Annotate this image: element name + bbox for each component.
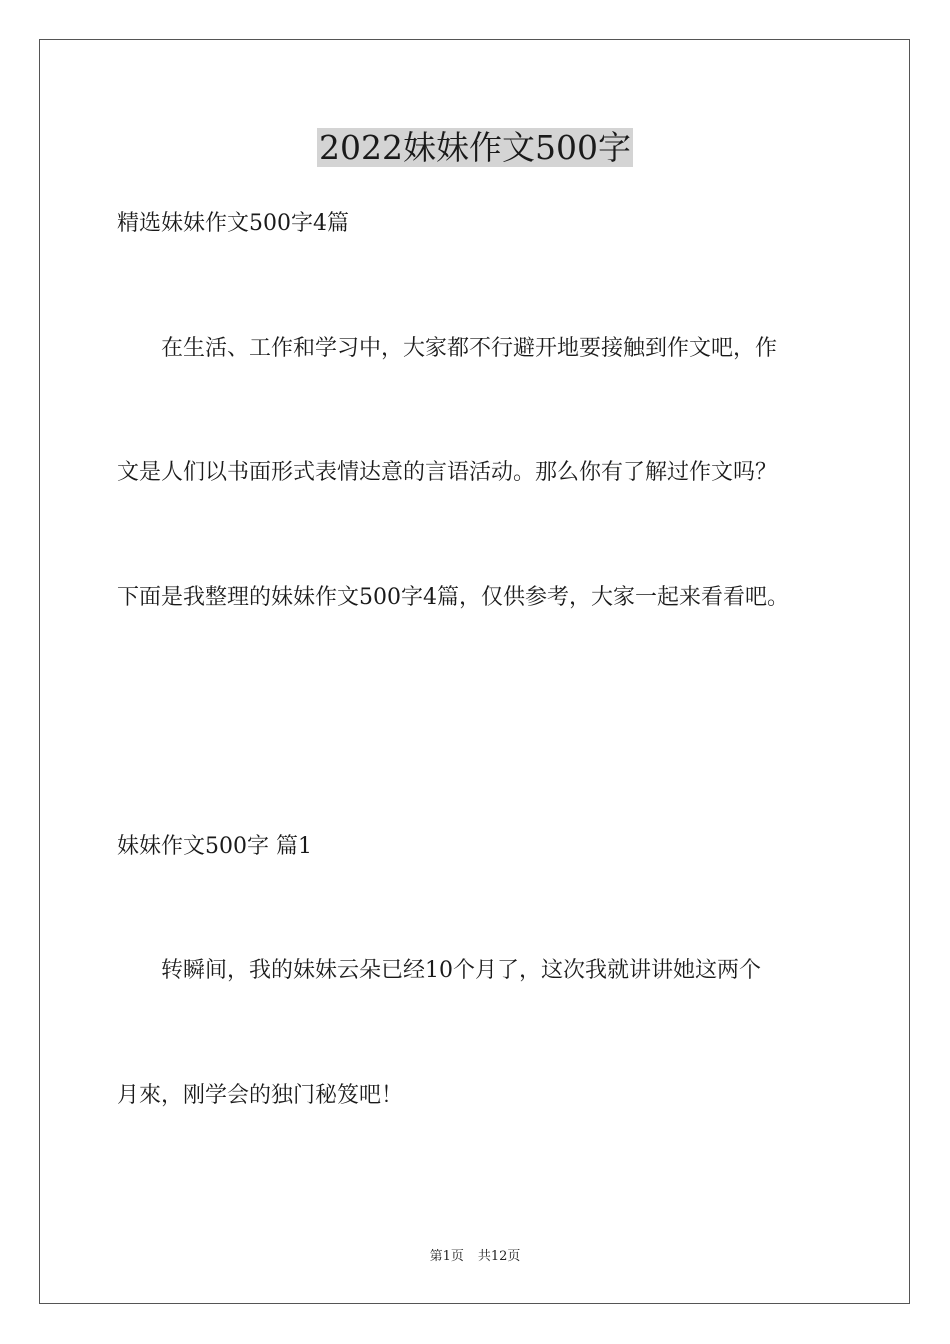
section-heading: 妹妹作文500字 篇1 <box>117 834 312 859</box>
page-total: 共12页 <box>477 1249 521 1264</box>
document-title-text: 2022妹妹作文500字 <box>319 128 631 167</box>
subtitle-line: 精选妹妹作文500字4篇 <box>117 211 349 236</box>
page-footer <box>0 1248 950 1266</box>
body-line-3: 下面是我整理的妹妹作文500字4篇，仅供参考，大家一起来看看吧。 <box>117 585 789 610</box>
body-line-5: 月來，刚学会的独门秘笈吧！ <box>117 1083 404 1108</box>
body-line-1: 在生活、工作和学习中，大家都不行避开地要接触到作文吧，作 <box>117 336 778 361</box>
body-line-4: 转瞬间，我的妹妹云朵已经10个月了，这次我就讲讲她这两个 <box>117 958 761 983</box>
document-title <box>0 126 950 170</box>
page-number: 第1页 <box>429 1249 464 1264</box>
body-line-2: 文是人们以书面形式表情达意的言语活动。那么你有了解过作文吗？ <box>117 460 778 485</box>
